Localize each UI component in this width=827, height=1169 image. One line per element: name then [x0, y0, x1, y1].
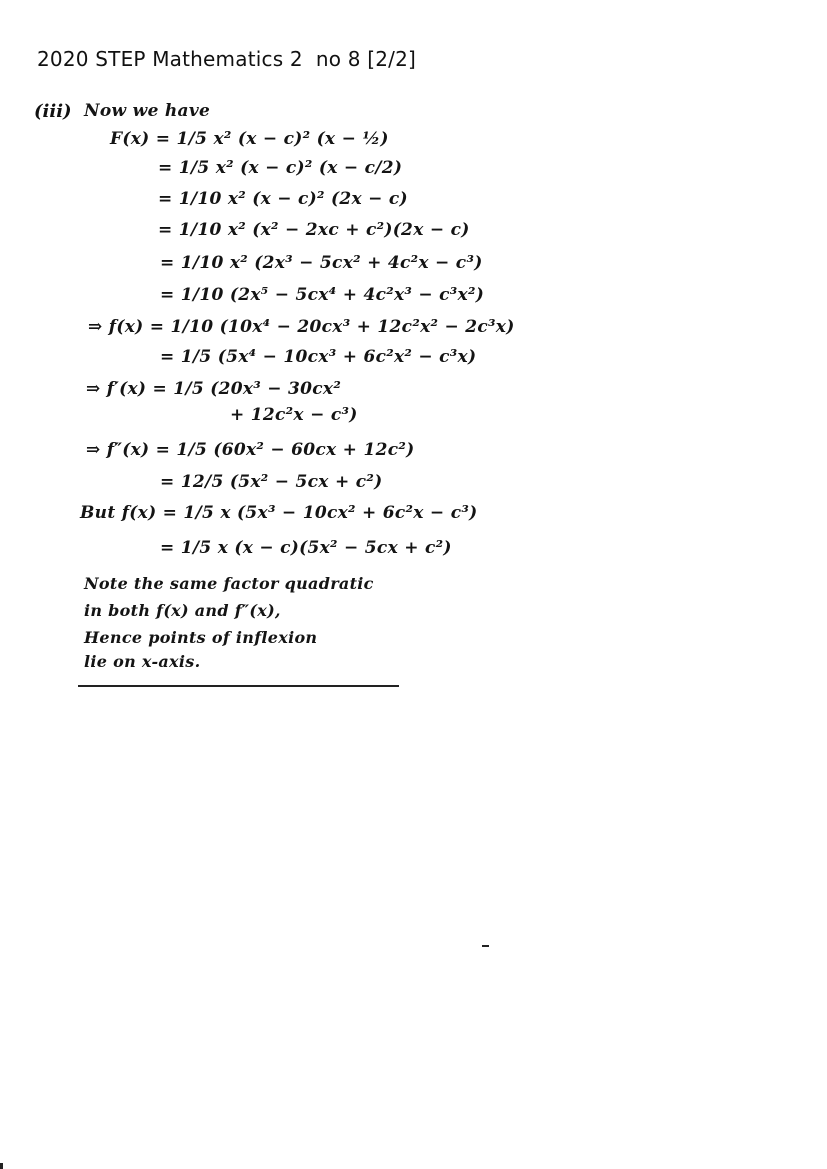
derivation-line: = 1/5 x² (x − c)² (x − c/2)	[158, 158, 403, 178]
end-rule	[78, 685, 399, 687]
scan-speck	[482, 945, 489, 947]
derivation-line: = 1/10 x² (x − c)² (2x − c)	[158, 189, 408, 209]
derivation-line: = 1/10 x² (2x³ − 5cx² + 4c²x − c³)	[160, 253, 483, 273]
scan-speck	[0, 1163, 3, 1169]
derivation-line: ⇒ f(x) = 1/10 (10x⁴ − 20cx³ + 12c²x² − 2c³x)	[88, 317, 515, 337]
derivation-line: ⇒ f′(x) = 1/5 (20x³ − 30cx²	[86, 379, 342, 399]
derivation-line: = 1/10 (2x⁵ − 5cx⁴ + 4c²x³ − c³x²)	[160, 285, 485, 305]
derivation-line: = 1/10 x² (x² − 2xc + c²)(2x − c)	[158, 220, 470, 240]
derivation-line: + 12c²x − c³)	[230, 405, 358, 425]
intro-line: Now we have	[84, 101, 211, 121]
derivation-line: ⇒ f″(x) = 1/5 (60x² − 60cx + 12c²)	[86, 440, 415, 460]
conclusion-line: Hence points of inflexion	[84, 628, 318, 647]
derivation-line: = 12/5 (5x² − 5cx + c²)	[160, 472, 383, 492]
page-title: 2020 STEP Mathematics 2 no 8 [2/2]	[37, 47, 417, 71]
derivation-line: F(x) = 1/5 x² (x − c)² (x − ½)	[110, 129, 389, 149]
part-label: (iii)	[34, 101, 72, 122]
conclusion-line: in both f(x) and f″(x),	[84, 601, 281, 620]
derivation-line: = 1/5 (5x⁴ − 10cx³ + 6c²x² − c³x)	[160, 347, 477, 367]
derivation-line: = 1/5 x (x − c)(5x² − 5cx + c²)	[160, 538, 452, 558]
conclusion-line: lie on x-axis.	[84, 652, 201, 671]
conclusion-line: Note the same factor quadratic	[84, 574, 374, 593]
derivation-line: But f(x) = 1/5 x (5x³ − 10cx² + 6c²x − c³)	[80, 503, 478, 523]
